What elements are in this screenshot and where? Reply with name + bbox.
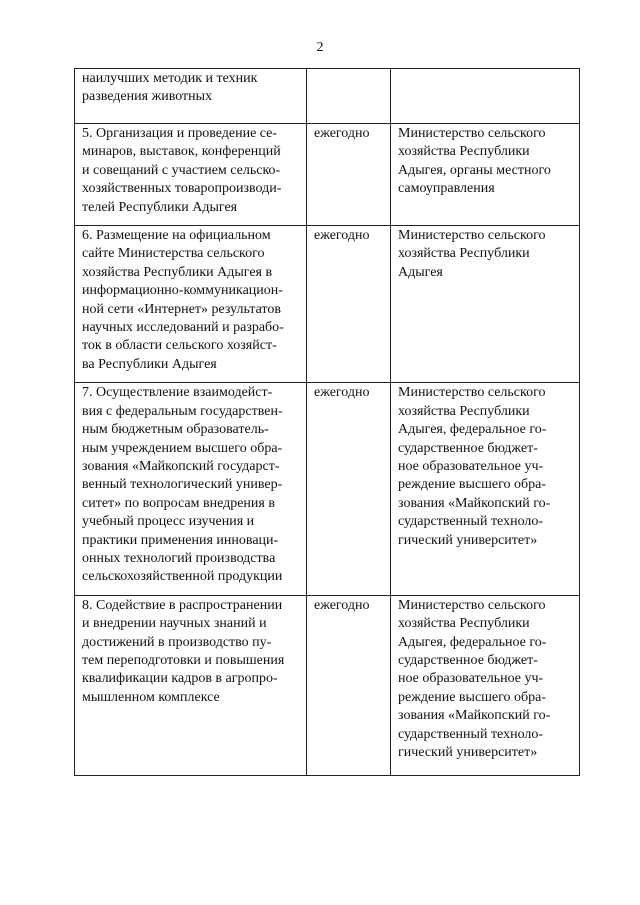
responsible-text: Министерство сельского хозяйства Республики Адыгея, федеральное го- сударственное бюджет- ное образовательное уч- реждение высшего обра- зования «Майкопский го- сударственный техноло- гический университет» xyxy=(398,385,551,548)
table-row xyxy=(75,226,580,383)
responsible-text: Министерство сельского хозяйства Республики Адыгея xyxy=(398,228,546,280)
responsible-cell xyxy=(391,226,580,383)
responsible-cell xyxy=(391,383,580,595)
table-row xyxy=(75,595,580,775)
responsible-cell xyxy=(391,124,580,226)
action-cell xyxy=(75,383,307,595)
term-text: ежегодно xyxy=(314,597,370,613)
term-text: ежегодно xyxy=(314,228,370,244)
responsible-text: Министерство сельского хозяйства Республики Адыгея, органы местного самоуправления xyxy=(398,126,551,197)
term-cell xyxy=(307,595,391,775)
action-text: 8. Содействие в распространении и внедрении научных знаний и достижений в производство пу- тем переподготовки и повышения квалификации кадров в агропро- мышленном комплексе xyxy=(82,597,285,705)
action-cell xyxy=(75,69,307,124)
responsible-cell xyxy=(391,595,580,775)
term-cell xyxy=(307,124,391,226)
table-row xyxy=(75,69,580,124)
page-number: 2 xyxy=(316,40,324,55)
term-cell xyxy=(307,226,391,383)
term-text: ежегодно xyxy=(314,385,370,401)
action-cell xyxy=(75,595,307,775)
action-text: наилучших методик и техник разведения животных xyxy=(82,71,258,105)
term-cell xyxy=(307,69,391,124)
action-cell xyxy=(75,124,307,226)
action-text: 6. Размещение на официальном сайте Министерства сельского хозяйства Республики Адыгея в информационно-коммуникацион- ной сети «Интернет» результатов научных исследований и разрабо- ток в области сельского хозяйст- ва Республики Адыгея xyxy=(82,228,284,372)
measures-table xyxy=(74,68,580,776)
action-text: 7. Осуществление взаимодейст- вия с федеральным государствен- ным бюджетным образователь- ным учреждением высшего обра- зования «Майкопский государст- венный технологический универ- ситет» по вопросам внедрения в учебный процесс изучения и практики применения инноваци- онных технологий производства сельскохозяйственной продукции xyxy=(82,385,283,585)
term-cell xyxy=(307,383,391,595)
action-text: 5. Организация и проведение се- минаров, выставок, конференций и совещаний с участием сельско- хозяйственных товаропроизводи- телей Республики Адыгея xyxy=(82,126,282,215)
table-row xyxy=(75,124,580,226)
action-cell xyxy=(75,226,307,383)
term-text: ежегодно xyxy=(314,126,370,141)
responsible-cell xyxy=(391,69,580,124)
table-row xyxy=(75,383,580,595)
responsible-text: Министерство сельского хозяйства Республики Адыгея, федеральное го- сударственное бюджет- ное образовательное уч- реждение высшего обра- зования «Майкопский го- сударственный техноло- гический университет» xyxy=(398,597,551,760)
